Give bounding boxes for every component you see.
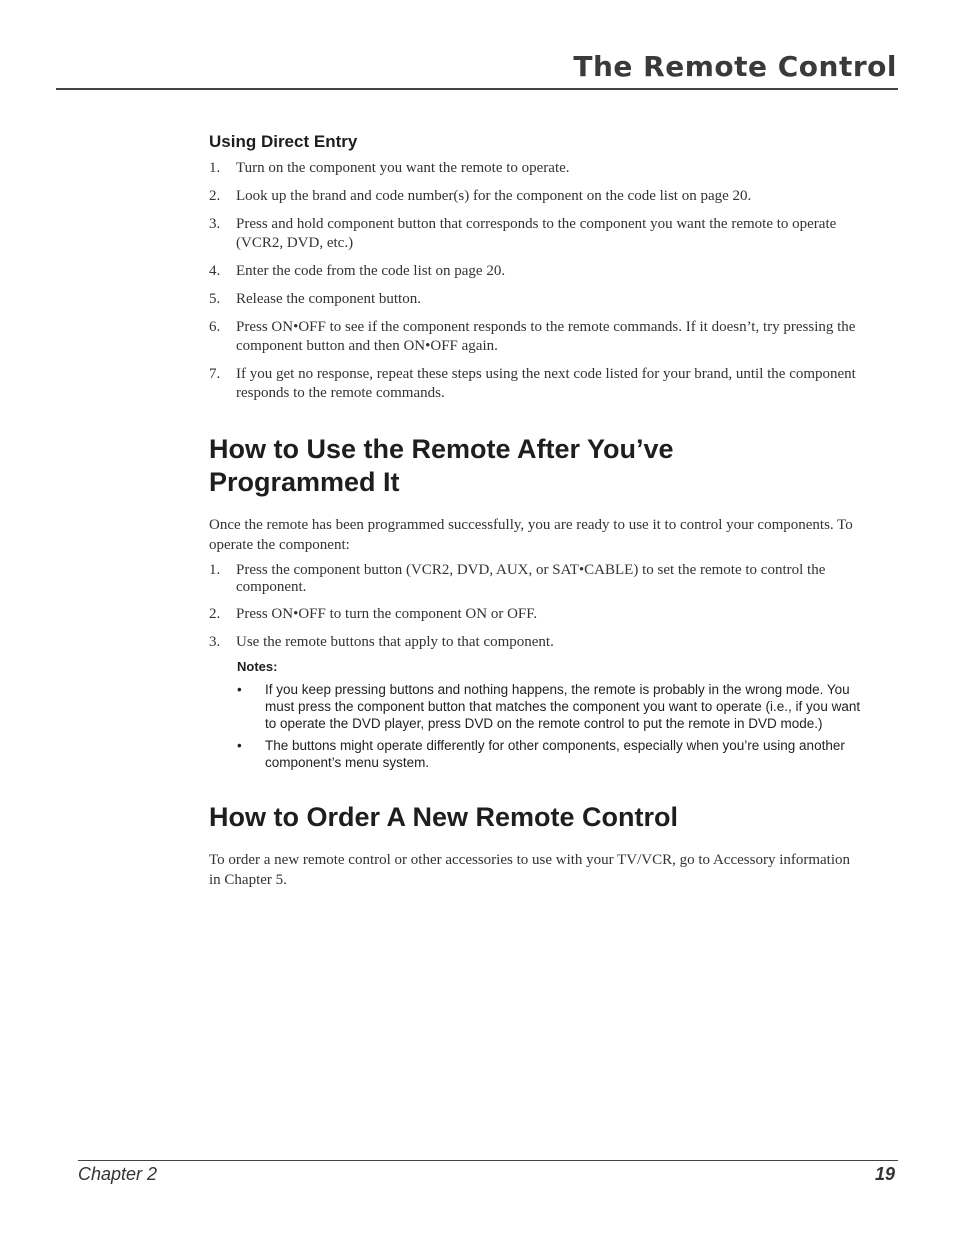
- use-remote-steps: [209, 562, 864, 652]
- page-header-title: The Remote Control: [573, 50, 897, 83]
- page-content: [209, 132, 864, 897]
- list-item: 1. Press the component button (VCR2, DVD, AUX, or SAT•CABLE) to set the remote to control the component.: [209, 562, 826, 595]
- list-item: 6. Press ON•OFF to see if the component responds to the remote commands. If it doesn’t, try pressing the component button and then ON•OFF again.: [209, 319, 856, 354]
- footer-chapter: Chapter 2: [78, 1164, 158, 1184]
- list-item: 2. Press ON•OFF to turn the component ON or OFF.: [209, 606, 538, 622]
- list-item: 3. Press and hold component button that corresponds to the component you want the remote to operate (VCR2, DVD, etc.): [209, 216, 837, 251]
- order-remote-heading: How to Order A New Remote Control: [209, 802, 679, 832]
- list-item: 2. Look up the brand and code number(s) for the component on the code list on page 20.: [209, 188, 752, 204]
- list-item: 7. If you get no response, repeat these steps using the next code listed for your brand, until the component responds to the remote commands.: [209, 366, 856, 401]
- notes-list: [237, 681, 864, 771]
- footer-divider: [78, 1160, 898, 1161]
- list-item: 1. Turn on the component you want the remote to operate.: [209, 160, 570, 176]
- direct-entry-heading: Using Direct Entry: [209, 132, 358, 151]
- notes-title: Notes:: [237, 659, 278, 674]
- order-remote-text: To order a new remote control or other accessories to use with your TV/VCR, go to Accessory information in Chapter 5.: [209, 852, 851, 888]
- list-item: • The buttons might operate differently for other components, especially when you’re using another component’s menu system.: [237, 738, 845, 770]
- notes-block: [237, 659, 864, 771]
- page-number: 19: [874, 1164, 895, 1184]
- header-divider: [56, 88, 898, 90]
- use-remote-heading: How to Use the Remote After You’ve Programmed It: [209, 434, 674, 497]
- direct-entry-steps: [209, 159, 864, 403]
- list-item: 4. Enter the code from the code list on page 20.: [209, 263, 506, 279]
- use-remote-intro: Once the remote has been programmed successfully, you are ready to use it to control your components. To operate the component:: [209, 517, 853, 553]
- list-item: 3. Use the remote buttons that apply to that component.: [209, 634, 554, 650]
- list-item: • If you keep pressing buttons and nothing happens, the remote is probably in the wrong mode. You must press the component button that matches the component you want to operate (i.e., if you want to operate the DVD player, press DVD on the remote control to put the remote in DVD mode.): [237, 682, 861, 731]
- list-item: 5. Release the component button.: [209, 291, 421, 307]
